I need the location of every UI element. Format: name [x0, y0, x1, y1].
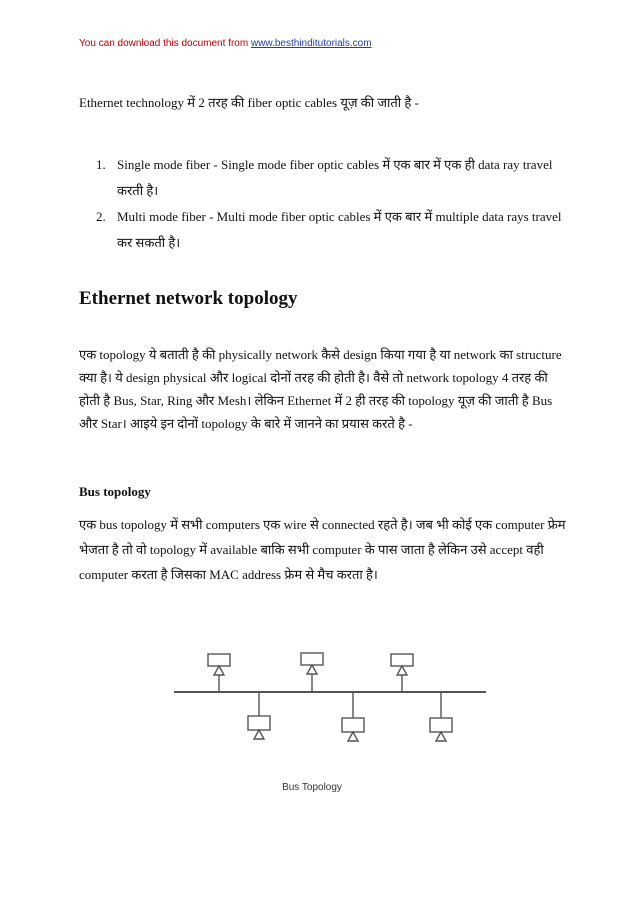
list-item-number: 1.	[96, 157, 106, 172]
download-notice-text: You can download this document from	[79, 38, 251, 49]
section-heading: Ethernet network topology	[79, 288, 298, 309]
computer-node	[342, 692, 364, 741]
computer-node	[301, 653, 323, 692]
list-item-text: Single mode fiber - Single mode fiber optic cables में एक बार में एक ही data ray travel करती है।	[117, 157, 553, 198]
computer-node	[208, 654, 230, 692]
list-item	[79, 204, 567, 256]
fiber-type-list	[79, 152, 567, 256]
computer-node	[248, 692, 270, 739]
download-notice	[79, 38, 372, 49]
intro-paragraph: Ethernet technology में 2 तरह की fiber optic cables यूज़ की जाती है -	[79, 95, 419, 110]
bus-topology-diagram	[170, 646, 490, 802]
diagram-caption: Bus Topology	[282, 782, 342, 793]
website-link[interactable]: www.besthinditutorials.com	[250, 38, 372, 49]
subsection-heading: Bus topology	[79, 484, 151, 499]
list-item	[79, 152, 567, 204]
list-item-text: Multi mode fiber - Multi mode fiber optic cables में एक बार में multiple data rays travel कर सकती है।	[117, 209, 562, 250]
list-item-number: 2.	[96, 209, 106, 224]
computer-node	[391, 654, 413, 692]
computer-node	[430, 692, 452, 741]
bus-paragraph: एक bus topology में सभी computers एक wire से connected रहते है। जब भी कोई एक computer फ्रेम भेजता है तो वो topology में available बाकि सभी computer के पास जाता है लेकिन उसे accept वही computer करता है जिसका MAC address फ्रेम से मैच करता है।	[79, 517, 566, 582]
topology-paragraph: एक topology ये बताती है की physically network कैसे design किया गया है या network का structure क्या है। ये design physical और logical दोनों तरह की होती है। वैसे तो network topology 4 तरह की होती है Bus, Star, Ring और Mesh। लेकिन Ethernet में 2 ही तरह की topology यूज़ की जाती है Bus और Star। आइये इन दोनों topology के बारे में जानने का प्रयास करते है -	[79, 347, 562, 431]
